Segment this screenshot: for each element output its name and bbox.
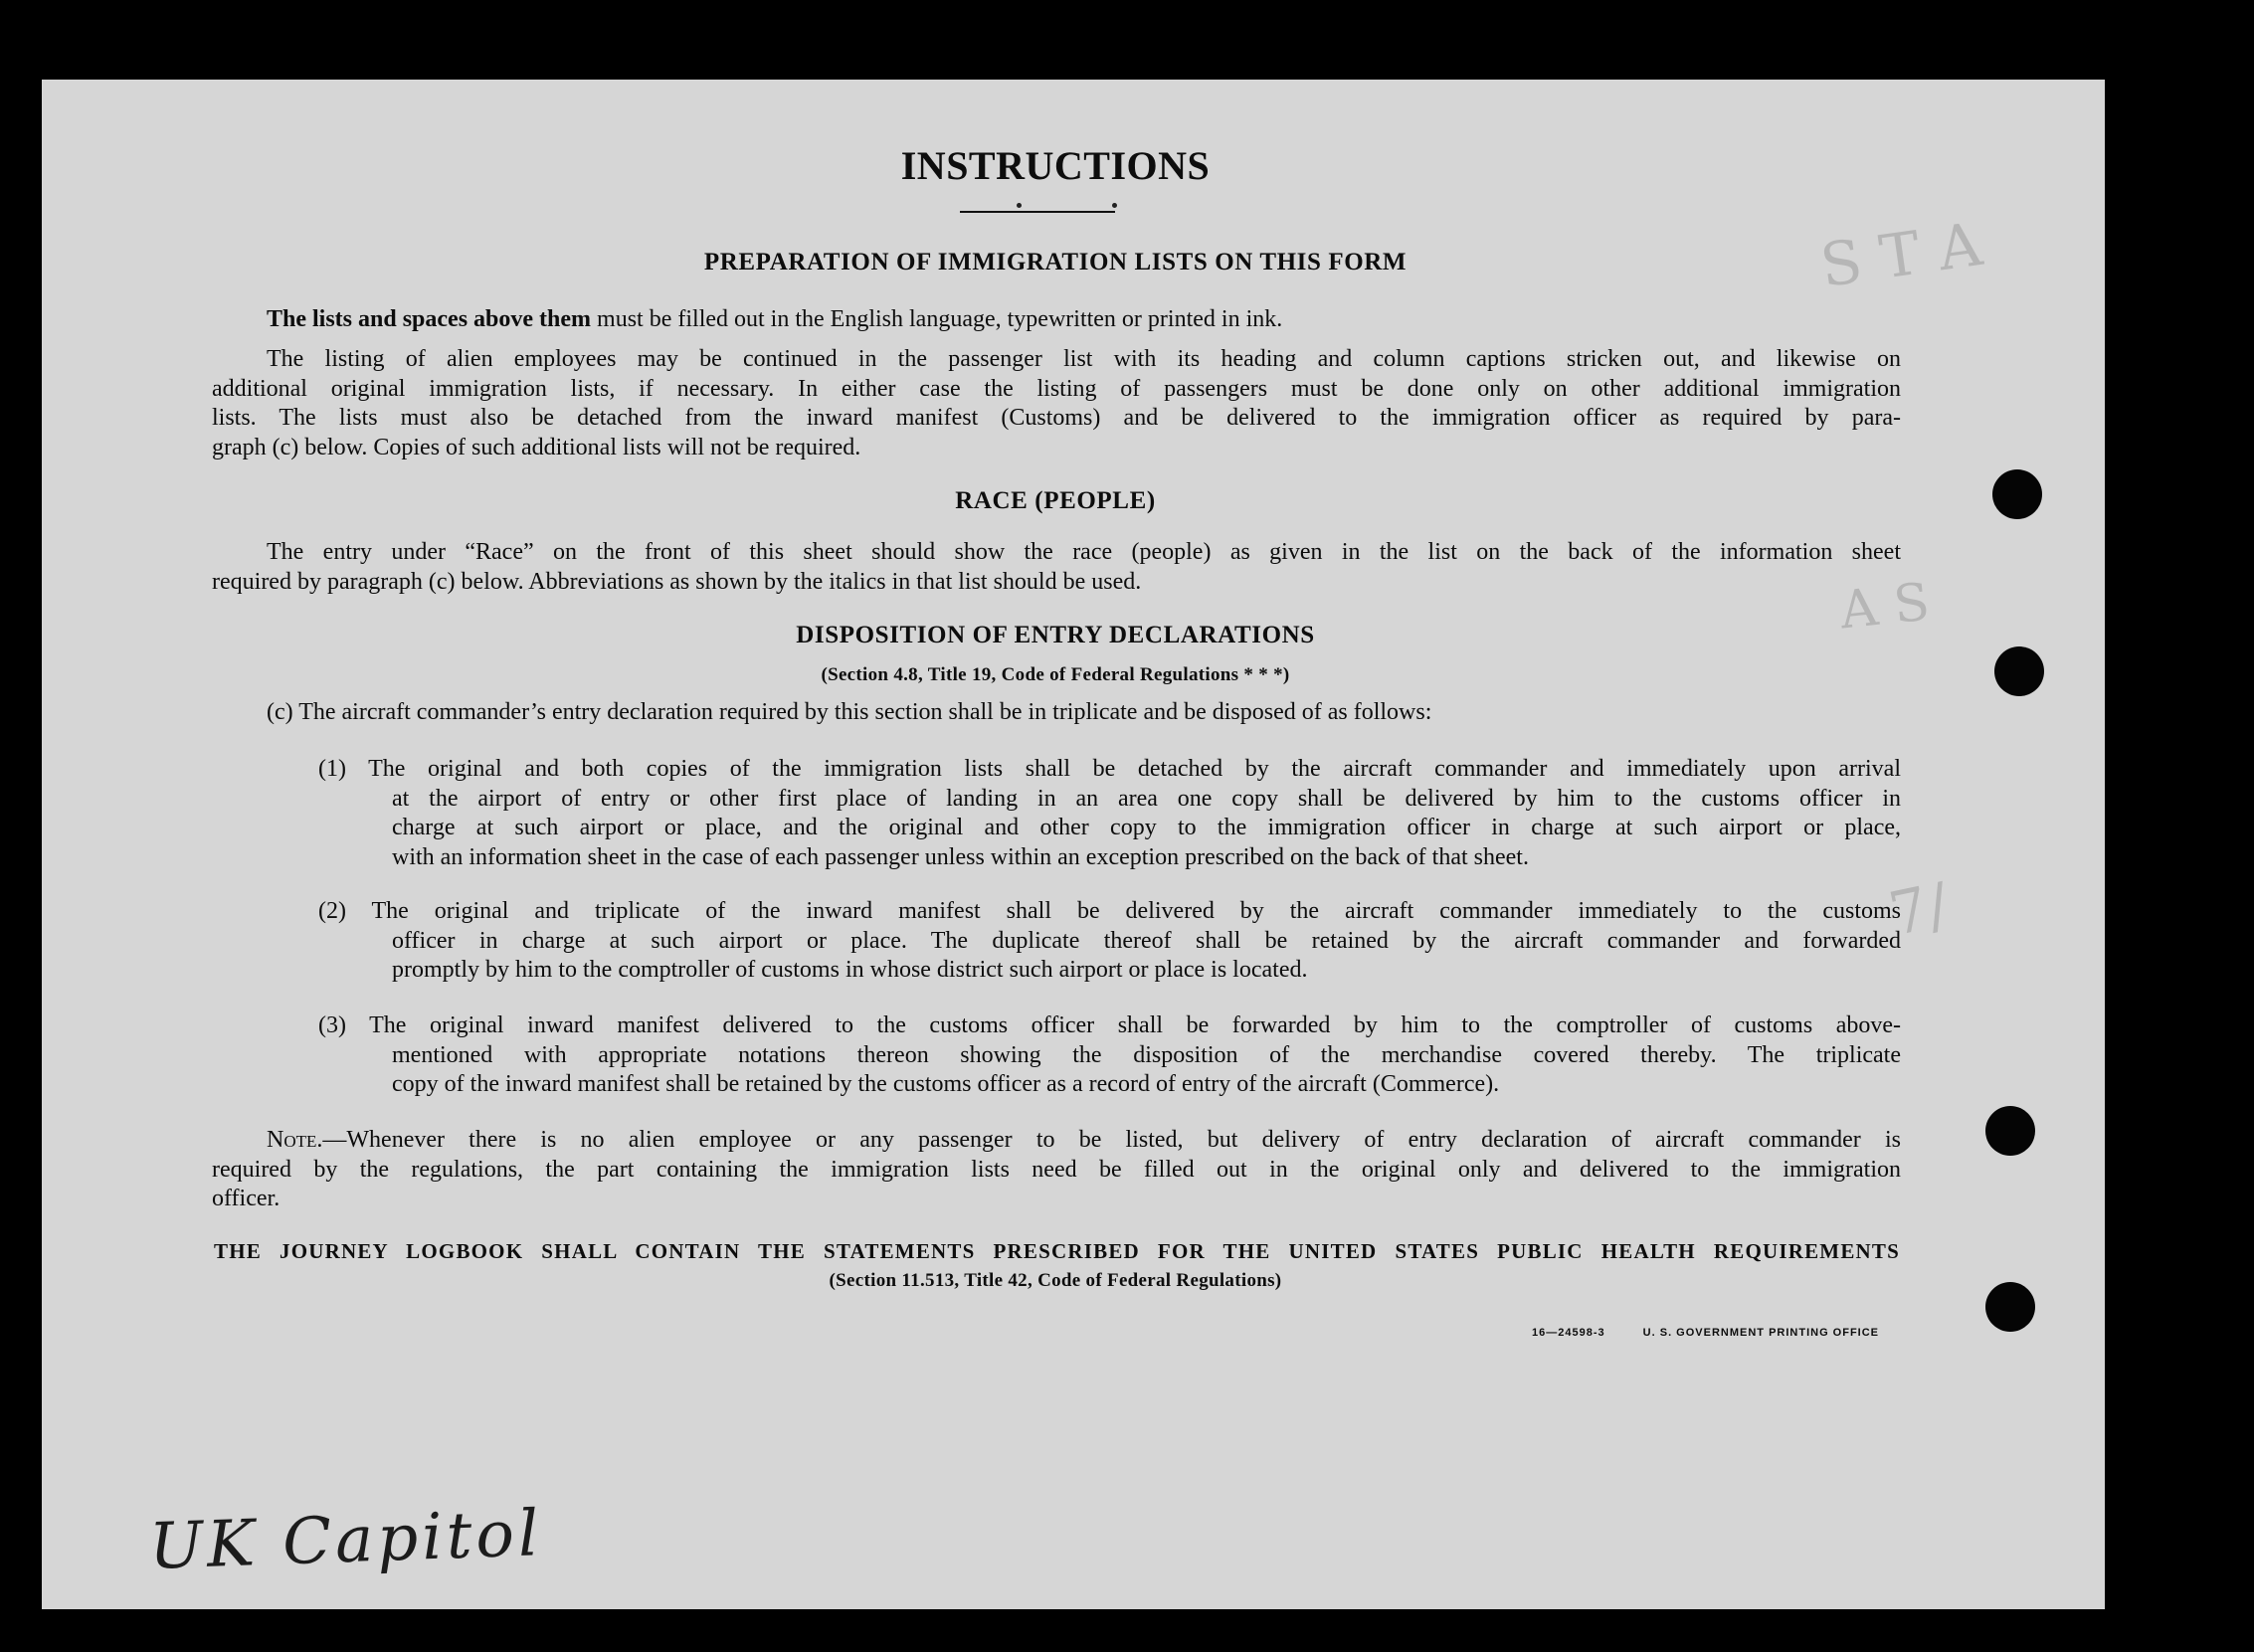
preparation-paragraph-2 — [212, 345, 1901, 462]
printer-name: U. S. GOVERNMENT PRINTING OFFICE — [1642, 1327, 1880, 1339]
paragraph-line: The lists and spaces above them must be filled out in the English language, typewritten or printed in ink. — [267, 306, 1283, 332]
section-heading-preparation: PREPARATION OF IMMIGRATION LISTS ON THIS FORM — [703, 249, 1408, 275]
paragraph-line: (c) The aircraft commander’s entry declaration required by this section shall be in triplicate and be disposed of as follows: — [267, 699, 1432, 725]
paragraph-line: graph (c) below. Copies of such additional lists will not be required. — [212, 434, 861, 460]
paragraph-line: charge at such airport or place, and the original and other copy to the immigration officer in charge at such airport or place, — [392, 815, 1901, 840]
preparation-paragraph-1 — [212, 305, 1901, 335]
paragraph-line: with an information sheet in the case of each passenger unless within an exception prescribed on the back of that sheet. — [392, 843, 1529, 870]
disposition-citation: (Section 4.8, Title 19, Code of Federal Regulations * * *) — [821, 664, 1290, 685]
paragraph-line: copy of the inward manifest shall be retained by the customs officer as a record of entry of the aircraft (Commerce). — [392, 1071, 1500, 1097]
disposition-item-1 — [212, 755, 1901, 872]
bleed-through-mark: A S — [1837, 572, 1933, 642]
paragraph-line: (2) The original and triplicate of the inward manifest shall be delivered by the aircraft commander immediately to the customs — [318, 898, 1901, 924]
disposition-item-2 — [212, 897, 1901, 986]
title-rule — [960, 211, 1115, 213]
paragraph-line: The listing of alien employees may be continued in the passenger list with its heading and column captions stricken out, and likewise on — [267, 346, 1901, 372]
paragraph-line: The entry under “Race” on the front of this sheet should show the race (people) as given in the list on the back of the information sheet — [267, 539, 1901, 565]
race-paragraph — [212, 538, 1901, 597]
paragraph-line: additional original immigration lists, if necessary. In either case the listing of passengers must be done only on other additional immigration — [212, 375, 1901, 402]
public-health-citation: (Section 11.513, Title 42, Code of Federal Regulations) — [829, 1270, 1282, 1291]
paragraph-line: lists. The lists must also be detached from the inward manifest (Customs) and be delivered to the immigration officer as required by para- — [212, 405, 1901, 431]
bleed-through-mark: 7/ — [1883, 869, 1956, 951]
paragraph-line: required by paragraph (c) below. Abbreviations as shown by the italics in that list should be used. — [212, 568, 1142, 595]
note-paragraph — [212, 1126, 1901, 1214]
disposition-item-3 — [212, 1011, 1901, 1100]
paragraph-line: (1) The original and both copies of the immigration lists shall be detached by the aircraft commander and immediately upon arrival — [318, 756, 1901, 782]
paragraph-line: promptly by him to the comptroller of customs in whose district such airport or place is located. — [392, 957, 1308, 983]
paragraph-line: at the airport of entry or other first place of landing in an area one copy shall be delivered by him to the customs officer in — [392, 785, 1901, 812]
paragraph-line: required by the regulations, the part containing the immigration lists need be filled out in the original only and delivered to the immigration — [212, 1156, 1901, 1183]
disposition-intro — [212, 698, 1901, 728]
handwritten-annotation: UK Capitol — [147, 1497, 544, 1584]
section-heading-disposition: DISPOSITION OF ENTRY DECLARATIONS — [796, 622, 1315, 648]
rule-dot — [1112, 203, 1117, 208]
rule-dot — [1017, 203, 1022, 208]
paragraph-line: officer. — [212, 1186, 281, 1211]
document-title: INSTRUCTIONS — [900, 143, 1211, 188]
section-heading-race: RACE (PEOPLE) — [955, 487, 1156, 514]
public-health-statement: THE JOURNEY LOGBOOK SHALL CONTAIN THE STATEMENTS PRESCRIBED FOR THE UNITED STATES PUBLIC HEALTH REQUIREMENTS — [214, 1239, 1900, 1263]
printer-imprint — [1532, 1327, 1913, 1339]
paragraph-line: Note.—Whenever there is no alien employee or any passenger to be listed, but delivery of entry declaration of aircraft commander is — [267, 1127, 1901, 1153]
paragraph-line: mentioned with appropriate notations thereon showing the disposition of the merchandise covered thereby. The triplicate — [392, 1041, 1901, 1068]
punch-hole — [1985, 1106, 2035, 1156]
note-label: Note. — [267, 1127, 323, 1153]
paragraph-line: (3) The original inward manifest delivered to the customs officer shall be forwarded by him to the comptroller of customs above- — [318, 1012, 1901, 1038]
form-number: 16—24598-3 — [1532, 1327, 1605, 1339]
paragraph-line: officer in charge at such airport or place. The duplicate thereof shall be retained by the aircraft commander and forwarded — [392, 927, 1901, 954]
bleed-through-mark: S T A — [1815, 210, 1986, 301]
